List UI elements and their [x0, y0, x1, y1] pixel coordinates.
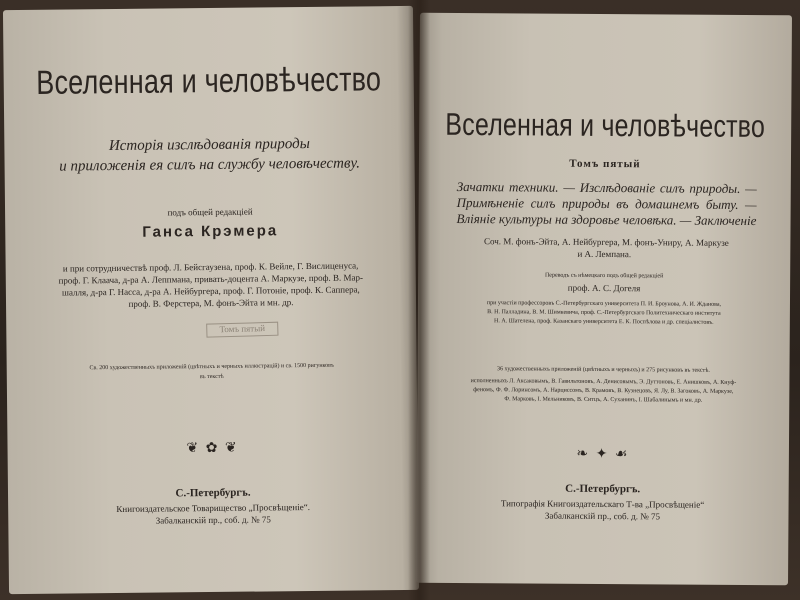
left-page-subtitle-line-2: и приложенія ея силъ на службу человѣчеству.	[59, 155, 361, 175]
right-page-participation-line: В. Н. Палладина, В. М. Шимкевича, проф. С.-Петербургскаго Политехническаго института	[487, 309, 721, 317]
left-page-contributor-line: шалля, д-ра Г. Нaссa, д-ра А. Нейбургера, проф. Г. Потоніе, проф. К. Саппера,	[61, 284, 360, 298]
ornament-icon: ❧ ✦ ☙	[576, 446, 630, 463]
right-page-executors-line: исполненныхъ Л. Аксаковымъ, В. Гавильтоновъ, А. Денисовымъ, Э. Дуттоновъ, Е. Анишковъ, А. Кнуф-	[470, 378, 737, 386]
right-page-illustrations-note: 36 художественныхъ приложеній (цвѣтныхъ и черныхъ) и 275 рисунковъ въ текстѣ.	[497, 366, 710, 374]
right-page-participation-line: Н. А. Шателена, проф. Казанскаго университета Е. К. Поспѣлова и др. спеціалистовъ.	[494, 318, 714, 326]
left-page-subtitle-line-1: Исторія изслѣдованія природы	[108, 135, 310, 155]
right-page-translation-line-1: Переводъ съ нѣмецкаго подъ общей редакціей	[544, 272, 664, 280]
faint-stamp: Томъ пятый	[206, 322, 278, 338]
right-page-authors-line-2: и А. Лемпана.	[577, 248, 632, 260]
right-page-city: С.-Петербургъ.	[565, 482, 641, 496]
right-page-contents: Зачатки техники. — Изслѣдованіе силъ природы. — Примѣненіе силъ природы въ домашнемъ быту. — Вліяніе культуры на здоровье человѣка. — Заключеніе	[456, 178, 757, 229]
right-page-volume: Томъ пятый	[569, 157, 641, 171]
left-page-illustrations-note: Св. 200 художественныхъ приложеній (цвѣтныхъ и черныхъ иллюстрацій) и св. 1500 ригунковъ	[89, 362, 334, 372]
left-page-editor-name: Ганса Крэмера	[142, 222, 279, 241]
left-page-publisher: Книгоиздательское Товарищество „Просвѣщеніе“.	[116, 501, 311, 515]
right-page-title: Вселенная и человѣчество	[445, 107, 766, 145]
left-page-contributor-line: проф. В. Ферстера, М. фонъ-Эйта и мн. др.	[128, 297, 294, 309]
left-page-editor-intro: подъ общей редакціей	[167, 206, 253, 218]
right-page-participation-line: при участіи профессоровъ С.-Петербургскаго университета П. И. Броунова, А. И. Жданова,	[486, 300, 722, 308]
left-page-contributor-line: проф. Г. Клаача, д-ра А. Леппмана, привать-доцента А. Маркузе, проф. В. Мар-	[58, 272, 364, 286]
book-gutter	[408, 0, 430, 600]
right-page	[416, 13, 792, 586]
right-page-executors-line: Ф. Марковъ, І. Мельниковъ, В. Ситцъ, А. Суханинъ, І. Шабалинымъ и мн. др.	[504, 396, 703, 404]
right-page-address: Забалканскій пр., соб. д. № 75	[544, 510, 661, 522]
left-page	[3, 6, 419, 594]
left-page-address: Забалканскій пр., соб. д. № 75	[155, 514, 271, 526]
right-page-printer: Типографія Книгоиздательскаго Т-ва „Просвѣщеніе“	[500, 498, 705, 510]
left-page-city: С.-Петербургъ.	[175, 486, 251, 500]
right-page-executors-line: феномъ, Ф. Ф. Лоринсомъ, А. Нарциссомъ, В. Крамовъ, В. Кузнецовъ, Я. Лу, В. Загоковъ, А. Маркузе,	[473, 387, 734, 395]
left-page-illustrations-note-end: въ текстѣ	[199, 373, 224, 381]
right-page-translation-line-2: проф. А. С. Догеля	[567, 282, 641, 294]
left-page-title: Вселенная и человѣчество	[36, 60, 382, 102]
right-page-authors-line-1: Соч. М. фонъ-Эйта, А. Нейбургера, М. фонъ-Униру, А. Маркузе	[483, 236, 729, 248]
left-page-contributor-line: и при сотрудничествѣ проф. Л. Бейсгаузена, проф. К. Вейле, Г. Вислиценуса,	[62, 260, 359, 274]
ornament-icon: ❦ ✿ ❦	[186, 440, 239, 457]
